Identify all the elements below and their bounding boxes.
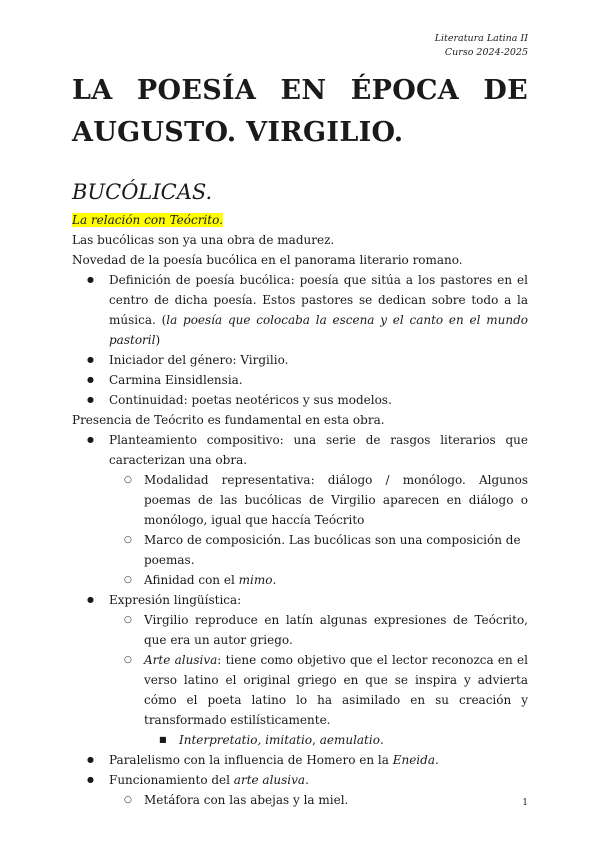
bullet-list — [72, 430, 528, 810]
list-item — [109, 430, 528, 590]
list-item-text: ● Planteamiento compositivo: una serie de rasgos literarios que caracterizan una obra. — [109, 433, 528, 467]
sub-list-item: ○ Virgilio reproduce en latín algunas expresiones de Teócrito, que era un autor griego. — [144, 610, 528, 650]
paragraph: Novedad de la poesía bucólica en el panorama literario romano. — [72, 253, 463, 267]
title-word: EN — [280, 75, 327, 106]
list-item: ● Paralelismo con la influencia de Homero en la Eneida. — [109, 750, 528, 770]
page-number: 1 — [522, 798, 528, 808]
course-name: Literatura Latina II — [434, 33, 528, 44]
title-word: DE — [483, 75, 528, 106]
sub-sub-list — [144, 730, 528, 750]
title-word: POESÍA — [136, 75, 257, 106]
list-item: ● Iniciador del género: Virgilio. — [109, 350, 528, 370]
sub-list-item: ○ Marco de composición. Las bucólicas son una composición de poemas. — [144, 530, 528, 570]
paragraph: Presencia de Teócrito es fundamental en esta obra. — [72, 413, 385, 427]
highlighted-subheading: La relación con Teócrito. — [72, 213, 223, 227]
sub-list-item: ○ Afinidad con el mimo. — [144, 570, 528, 590]
list-item — [109, 590, 528, 750]
list-item: ● Carmina Einsidlensia. — [109, 370, 528, 390]
body-content — [72, 210, 528, 810]
title-word: LA — [72, 75, 113, 106]
sub-sub-list-item: ■ Interpretatio, imitatio, aemulatio. — [179, 730, 528, 750]
header — [435, 32, 528, 60]
title-line-2: AUGUSTO. VIRGILIO. — [72, 117, 404, 148]
sub-list — [109, 610, 528, 750]
bullet-list — [72, 270, 528, 410]
paragraph: Las bucólicas son ya una obra de madurez. — [72, 233, 335, 247]
section-heading: BUCÓLICAS. — [72, 180, 213, 204]
course-year: Curso 2024-2025 — [444, 47, 528, 58]
list-item: ● Continuidad: poetas neotéricos y sus modelos. — [109, 390, 528, 410]
title-word: ÉPOCA — [350, 75, 460, 106]
list-item: ● Funcionamiento del arte alusiva. ○ Metáfora con las abejas y la miel. — [109, 770, 528, 810]
sub-list-item: ○ Modalidad representativa: diálogo / monólogo. Algunos poemas de las bucólicas de Virgilio aparecen en diálogo o monólogo, igual que haccía Teócrito — [144, 470, 528, 530]
list-item: ● Definición de poesía bucólica: poesía que sitúa a los pastores en el centro de dicha poesía. Estos pastores se dedican sobre todo a la música. (la poesía que colocaba la escena y el canto en el mundo pastoril) — [109, 270, 528, 350]
sub-list-item: ○ Arte alusiva: tiene como objetivo que el lector reconozca en el verso latino el original griego en que se inspira y advierta cómo el poeta latino lo ha asimilado en su creación y transformado estilísticamente. ■ Interpretatio, imitatio, aemulatio. — [144, 650, 528, 750]
page-title — [72, 70, 528, 154]
sub-list — [109, 790, 528, 810]
sub-list — [109, 470, 528, 590]
sub-list-item: ○ Metáfora con las abejas y la miel. — [144, 790, 528, 810]
list-item-text: ● Expresión lingüística: — [109, 593, 242, 607]
